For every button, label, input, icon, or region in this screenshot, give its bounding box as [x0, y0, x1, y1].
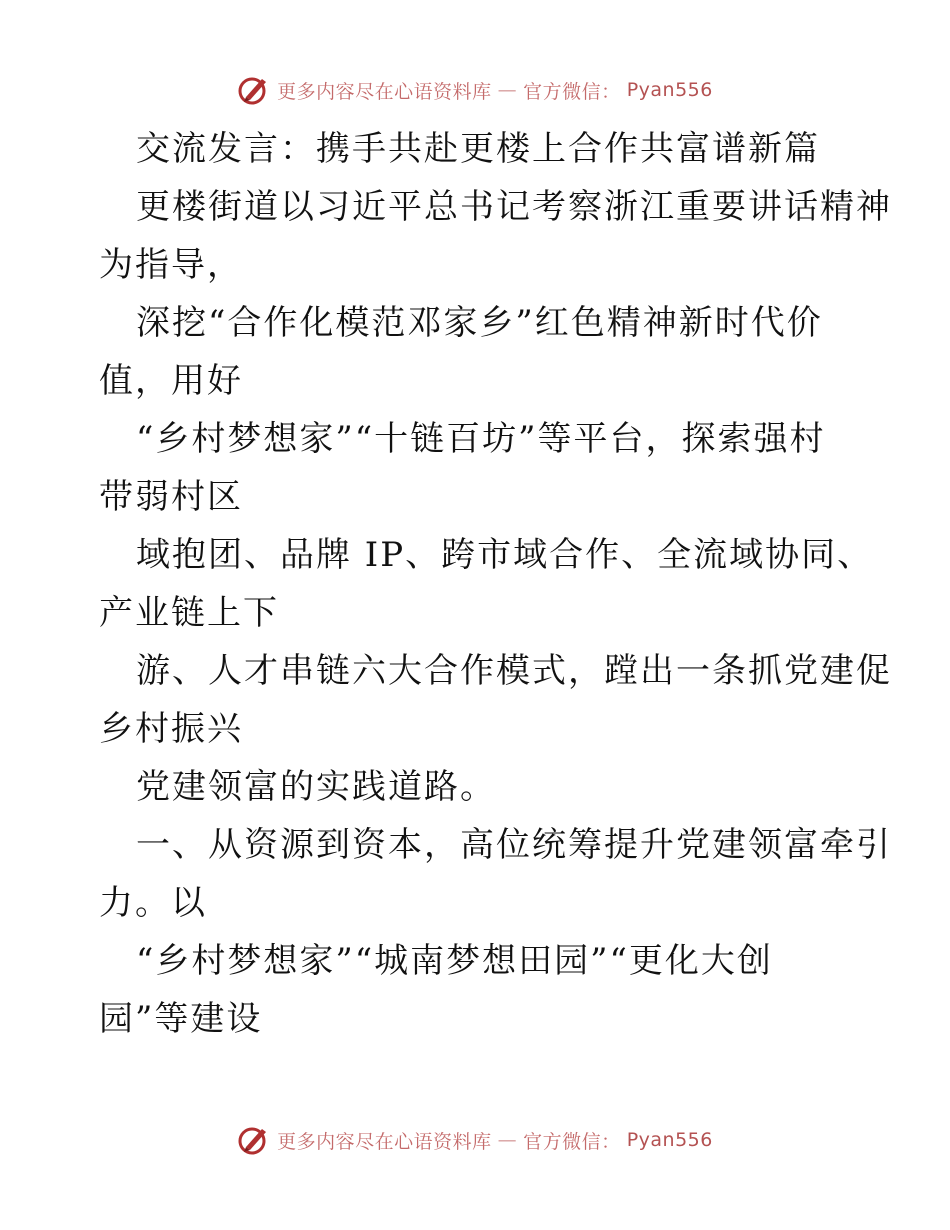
pen-logo-icon — [237, 1123, 271, 1157]
text-line: 更楼街道以习近平总书记考察浙江重要讲话精神 — [136, 187, 892, 227]
document-title: 交流发言：携手共赴更楼上合作共富谱新篇 — [136, 129, 820, 169]
wechat-id: Pyan556 — [626, 1129, 713, 1151]
text-line: 乡村振兴 — [99, 709, 243, 749]
wechat-label: 官方微信： — [523, 1130, 621, 1153]
text-line: 值，用好 — [99, 361, 243, 401]
text-line: 深挖“合作化模范邓家乡”红色精神新时代价 — [136, 303, 823, 343]
text-line: “乡村梦想家”“城南梦想田园”“更化大创 — [136, 941, 773, 981]
text-line: 游、人才串链六大合作模式，蹚出一条抓党建促 — [136, 651, 892, 691]
text-line: 带弱村区 — [99, 477, 243, 517]
banner-title: 更多内容尽在心语资料库 — [277, 80, 492, 103]
text-line: “乡村梦想家”“十链百坊”等平台，探索强村 — [136, 419, 826, 459]
pen-logo-icon — [237, 73, 271, 107]
footer-banner — [0, 1120, 950, 1160]
header-banner — [0, 70, 950, 110]
text-line: 党建领富的实践道路。 — [136, 767, 496, 807]
banner-separator: — — [497, 79, 518, 101]
banner-title: 更多内容尽在心语资料库 — [277, 1130, 492, 1153]
section-heading: 一、从资源到资本，高位统筹提升党建领富牵引 — [136, 825, 892, 865]
document-body — [99, 120, 892, 1048]
text-line: 园”等建设 — [99, 999, 263, 1039]
text-line: 域抱团、品牌 IP、跨市域合作、全流域协同、 — [136, 535, 874, 575]
wechat-id: Pyan556 — [626, 79, 713, 101]
banner-separator: — — [497, 1129, 518, 1151]
text-line: 产业链上下 — [99, 593, 279, 633]
wechat-label: 官方微信： — [523, 80, 621, 103]
text-line: 力。以 — [99, 883, 207, 923]
text-line: 为指导， — [99, 245, 243, 285]
